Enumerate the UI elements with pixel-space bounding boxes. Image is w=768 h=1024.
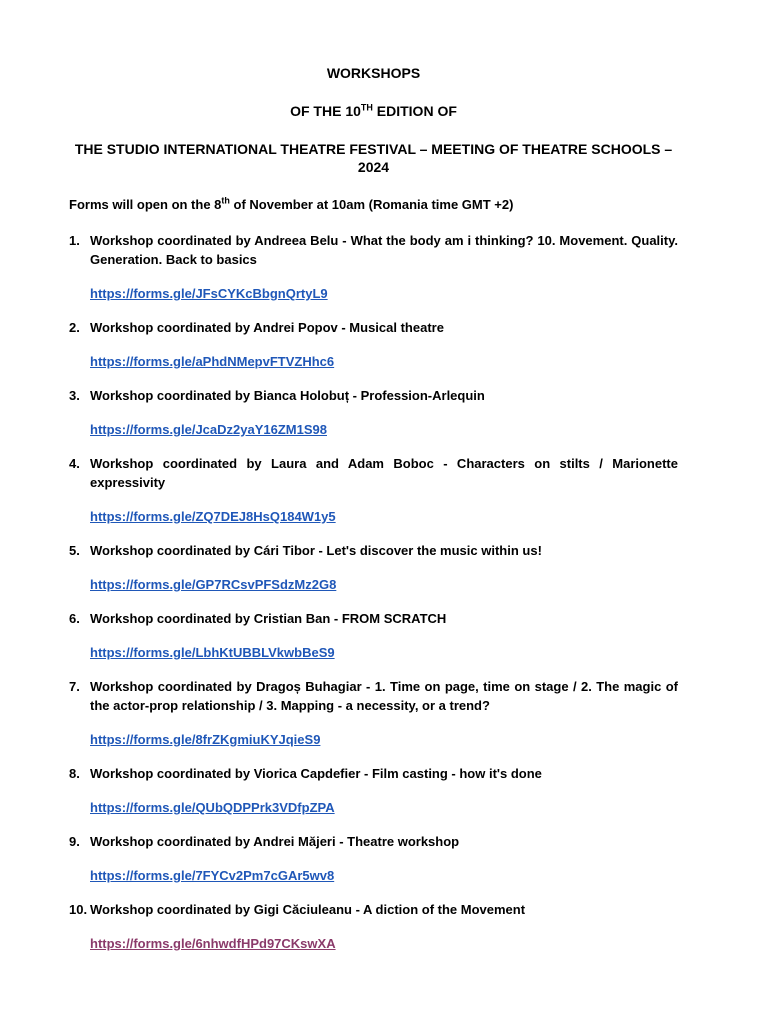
title-workshops: WORKSHOPS [326, 65, 421, 81]
list-item-text: Workshop coordinated by Bianca Holobuț - Profession-Arlequin [90, 388, 485, 403]
list-item-link-row [69, 507, 678, 526]
list-item-number: 8. [69, 766, 80, 781]
form-link-visited[interactable]: https://forms.gle/6nhwdfHPd97CKswXA [90, 936, 336, 951]
list-item [69, 900, 678, 919]
list-item-link-row [69, 730, 678, 749]
list-item-text: Workshop coordinated by Dragoș Buhagiar - 1. Time on page, time on stage / 2. The magic of the actor-prop relationship / 3. Mapping - a necessity, or a trend? [90, 679, 678, 713]
forms-open-note [69, 196, 678, 214]
title-edition [69, 102, 678, 120]
list-item-link-row [69, 798, 678, 817]
list-item [69, 454, 678, 492]
list-item [69, 832, 678, 851]
list-item-number: 2. [69, 320, 80, 335]
list-item [69, 541, 678, 560]
title-edition-superscript: TH [360, 102, 373, 113]
list-item-number: 10. [69, 902, 88, 917]
list-item-number: 7. [69, 679, 80, 694]
list-item [69, 764, 678, 783]
list-item [69, 609, 678, 628]
workshop-list [69, 231, 678, 953]
list-item-link-row [69, 284, 678, 303]
forms-open-note-suffix: of November at 10am (Romania time GMT +2) [229, 197, 514, 212]
list-item [69, 677, 678, 715]
list-item-number: 1. [69, 233, 80, 248]
form-link[interactable]: https://forms.gle/8frZKgmiuKYJqieS9 [90, 732, 321, 747]
list-item-text: Workshop coordinated by Viorica Capdefier - Film casting - how it's done [90, 766, 542, 781]
form-link[interactable]: https://forms.gle/GP7RCsvPFSdzMz2G8 [90, 577, 337, 592]
forms-open-note-prefix: Forms will open on the 8 [69, 197, 222, 212]
form-link[interactable]: https://forms.gle/aPhdNMepvFTVZHhc6 [90, 354, 335, 369]
list-item [69, 386, 678, 405]
title-edition-suffix: EDITION OF [372, 103, 457, 119]
title-festival: THE STUDIO INTERNATIONAL THEATRE FESTIVAL – MEETING OF THEATRE SCHOOLS – 2024 [74, 141, 673, 175]
list-item [69, 231, 678, 269]
form-link[interactable]: https://forms.gle/LbhKtUBBLVkwbBeS9 [90, 645, 335, 660]
form-link[interactable]: https://forms.gle/JcaDz2yaY16ZM1S98 [90, 422, 327, 437]
list-item-text: Workshop coordinated by Cristian Ban - FROM SCRATCH [90, 611, 447, 626]
list-item-link-row [69, 866, 678, 885]
list-item-link-row [69, 575, 678, 594]
list-item-text: Workshop coordinated by Andrei Popov - Musical theatre [90, 320, 444, 335]
form-link[interactable]: https://forms.gle/JFsCYKcBbgnQrtyL9 [90, 286, 328, 301]
list-item-text: Workshop coordinated by Andreea Belu - What the body am i thinking? 10. Movement. Quality. Generation. Back to basics [90, 233, 678, 267]
form-link[interactable]: https://forms.gle/QUbQDPPrk3VDfpZPA [90, 800, 335, 815]
list-item-text: Workshop coordinated by Cári Tibor - Let's discover the music within us! [90, 543, 542, 558]
list-item-text: Workshop coordinated by Gigi Căciuleanu - A diction of the Movement [90, 902, 526, 917]
list-item-number: 9. [69, 834, 80, 849]
list-item [69, 318, 678, 337]
list-item-link-row [69, 420, 678, 439]
form-link[interactable]: https://forms.gle/7FYCv2Pm7cGAr5wv8 [90, 868, 335, 883]
list-item-link-row [69, 934, 678, 953]
list-item-number: 3. [69, 388, 80, 403]
list-item-link-row [69, 643, 678, 662]
list-item-link-row [69, 352, 678, 371]
forms-open-note-superscript: th [221, 195, 230, 206]
list-item-number: 4. [69, 456, 80, 471]
list-item-number: 6. [69, 611, 80, 626]
title-edition-prefix: OF THE 10 [290, 103, 361, 119]
list-item-text: Workshop coordinated by Andrei Măjeri - Theatre workshop [90, 834, 460, 849]
form-link[interactable]: https://forms.gle/ZQ7DEJ8HsQ184W1y5 [90, 509, 336, 524]
list-item-text: Workshop coordinated by Laura and Adam Boboc - Characters on stilts / Marionette expressivity [90, 456, 678, 490]
list-item-number: 5. [69, 543, 80, 558]
